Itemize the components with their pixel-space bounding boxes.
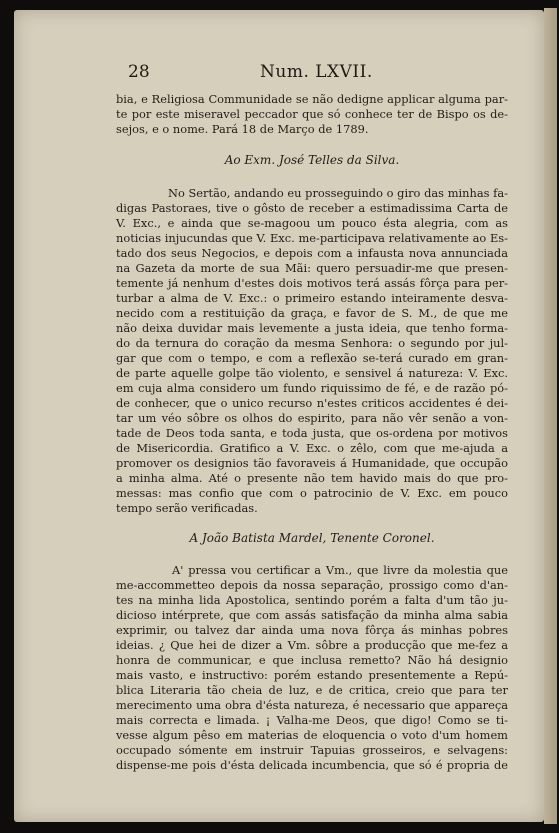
- text-line: de Misericordia. Gratifico a V. Exc. o zêlo, com que me-ajuda a: [116, 441, 508, 455]
- text-line: de conhecer, que o unico recurso n'estes criticos accidentes é dei-: [116, 396, 508, 410]
- text-line: promover os designios tão favoraveis á Humanidade, que occupão: [116, 456, 508, 470]
- text-line: sejos, e o nome. Pará 18 de Março de 1789.: [116, 122, 369, 136]
- text-line: dicioso intérprete, que com assás satisfação da minha alma sabia: [116, 608, 508, 622]
- text-line: tempo serão verificadas.: [116, 501, 258, 515]
- page-title: Num. LXVII.: [260, 62, 373, 82]
- text-line: gar que com o tempo, e com a reflexão se-terá curado em gran-: [116, 351, 508, 365]
- text-line: dispense-me pois d'ésta delicada incumbencia, que só é propria de: [116, 758, 508, 772]
- text-line: ideias. ¿ Que hei de dizer a Vm. sôbre a producção que me-fez a: [116, 638, 508, 652]
- text-line: em cuja alma considero um fundo riquissimo de fé, e de razão pó-: [116, 381, 508, 395]
- text-line: de parte aquelle golpe tão violento, e sensivel á natureza: V. Exc.: [116, 366, 508, 380]
- text-line: V. Exc., e ainda que se-magoou um pouco ésta alegria, com as: [116, 216, 508, 230]
- letter-heading: A João Batista Mardel, Tenente Coronel.: [189, 531, 435, 545]
- text-line: merecimento uma obra d'ésta natureza, é necessario que appareça: [116, 698, 508, 712]
- text-line: do da ternura do coração da mesma Senhora: o segundo por jul-: [116, 336, 508, 350]
- text-line: na Gazeta da morte de sua Mãi: quero persuadir-me que presen-: [116, 261, 508, 275]
- text-line: temente já nenhum d'estes dois motivos terá assás fôrça para per-: [116, 276, 508, 290]
- text-line: turbar a alma de V. Exc.: o primeiro estando inteiramente desva-: [116, 291, 508, 305]
- text-line: tes na minha lida Apostolica, sentindo porém a falta d'um tão ju-: [116, 593, 508, 607]
- text-line: tade de Deos toda santa, e toda justa, que os-ordena por motivos: [116, 426, 508, 440]
- text-line: tado dos seus Negocios, e depois com a infausta nova annunciada: [116, 246, 508, 260]
- text-line: honra de communicar, e que inclusa remetto? Não há designio: [116, 653, 508, 667]
- text-line: não deixa duvidar mais levemente a justa ideia, que tenho forma-: [116, 321, 508, 335]
- text-line: blica Literaria tão cheia de luz, e de critica, creio que para ter: [116, 683, 508, 697]
- text-line: bia, e Religiosa Communidade se não dedigne applicar alguma par-: [116, 92, 508, 106]
- text-line: a minha alma. Até o presente não tem havido mais do que pro-: [116, 471, 508, 485]
- text-line: messas: mas confio que com o patrocinio de V. Exc. em pouco: [116, 486, 508, 500]
- page-number: 28: [128, 62, 150, 82]
- text-line: occupado sómente em instruir Tapuias grosseiros, e selvagens:: [116, 743, 508, 757]
- text-line: necido com a restituição da graça, e favor de S. M., de que me: [116, 306, 508, 320]
- text-line: me-accommetteo depois da nossa separação, prossigo como d'an-: [116, 578, 508, 592]
- page-edge: [544, 8, 557, 824]
- text-line: digas Pastoraes, tive o gôsto de receber a estimadissima Carta de: [116, 201, 508, 215]
- text-line: vesse algum pêso em materias de eloquencia o voto d'um homem: [116, 728, 508, 742]
- text-line: noticias injucundas que V. Exc. me-participava relativamente ao Es-: [116, 231, 508, 245]
- text-line: exprimir, ou talvez dar ainda uma nova fôrça ás minhas pobres: [116, 623, 508, 637]
- text-line: No Sertão, andando eu prosseguindo o giro das minhas fa-: [168, 186, 508, 200]
- text-line: mais vasto, e instructivo: porém estando presentemente a Repú-: [116, 668, 508, 682]
- text-line: mais correcta e limada. ¡ Valha-me Deos, que digo! Como se ti-: [116, 713, 508, 727]
- text-line: tar um véo sôbre os olhos do espirito, para não vêr senão a von-: [116, 411, 508, 425]
- text-line: te por este miseravel peccador que só conhece ter de Bispo os de-: [116, 107, 508, 121]
- text-line: A' pressa vou certificar a Vm., que livre da molestia que: [172, 563, 508, 577]
- page-body: [116, 0, 508, 833]
- letter-heading: Ao Exm. José Telles da Silva.: [224, 153, 400, 167]
